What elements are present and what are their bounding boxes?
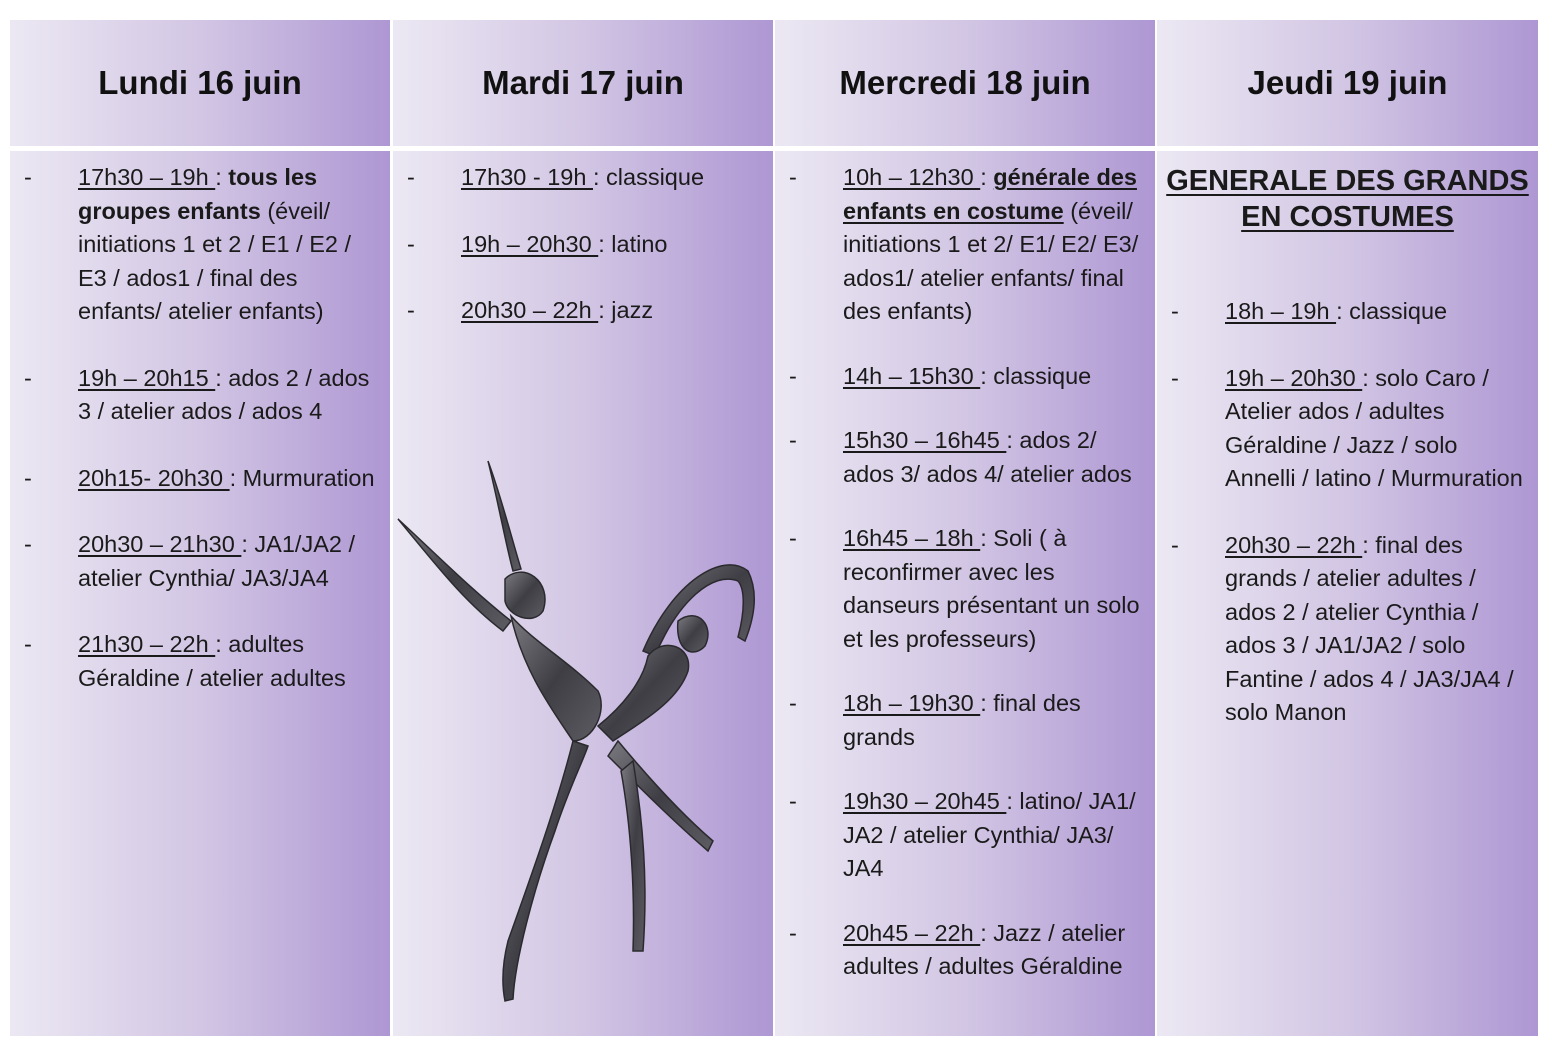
bullet: - bbox=[789, 788, 797, 814]
item-text: final des grands bbox=[843, 690, 1081, 750]
item-text: latino/ JA1/ JA2 / atelier Cynthia/ JA3/ JA4 bbox=[843, 788, 1136, 881]
time-slot: 17h30 – 19h bbox=[78, 164, 216, 190]
bullet: - bbox=[24, 364, 32, 391]
day-title: Mercredi 18 juin bbox=[839, 64, 1091, 101]
time-slot: 17h30 - 19h bbox=[461, 164, 593, 190]
separator: : bbox=[980, 525, 994, 551]
separator: : bbox=[592, 164, 607, 190]
schedule-item bbox=[10, 161, 376, 329]
time-slot: 15h30 – 16h45 bbox=[843, 427, 1007, 453]
item-text: Soli ( à reconfirmer avec les danseurs présentant un solo et les professeurs) bbox=[843, 525, 1140, 652]
bullet: - bbox=[407, 230, 415, 257]
separator: : bbox=[229, 464, 243, 491]
day-header-monday bbox=[10, 20, 390, 146]
item-text: (éveil/ initiations 1 et 2/ E1/ E2/ E3/ ados1/ atelier enfants/ final des enfants) bbox=[843, 197, 1139, 324]
time-slot: 18h – 19h30 bbox=[843, 690, 981, 716]
schedule-item bbox=[775, 424, 1141, 491]
dancer-drawing-icon bbox=[393, 441, 773, 1021]
day-title: Jeudi 19 juin bbox=[1247, 64, 1448, 101]
item-text: (éveil/ initiations 1 et 2 / E1 / E2 / E3 / ados1 / final des enfants/ atelier enfants) bbox=[78, 197, 352, 324]
time-slot: 21h30 – 22h bbox=[78, 631, 216, 657]
separator: : bbox=[1006, 788, 1020, 814]
item-highlight: tous les groupes enfants bbox=[78, 164, 318, 224]
separator: : bbox=[241, 531, 255, 557]
schedule-list bbox=[10, 151, 390, 695]
day-header-wednesday bbox=[775, 20, 1155, 146]
schedule-item bbox=[775, 522, 1141, 656]
separator: : bbox=[215, 364, 229, 391]
schedule-list bbox=[1157, 235, 1538, 730]
separator: : bbox=[1362, 364, 1376, 391]
schedule-item bbox=[775, 917, 1141, 984]
day-header-tuesday bbox=[393, 20, 773, 146]
item-text: jazz bbox=[611, 297, 654, 323]
item-text: classique bbox=[993, 362, 1092, 389]
item-text: adultes Géraldine / atelier adultes bbox=[78, 631, 346, 691]
separator: : bbox=[215, 164, 229, 190]
separator: : bbox=[1336, 298, 1350, 324]
time-slot: 19h – 20h30 bbox=[1225, 364, 1363, 391]
time-slot: 20h30 – 22h bbox=[1225, 531, 1363, 558]
bullet: - bbox=[789, 525, 797, 551]
item-text: Jazz / atelier adultes / adultes Géraldine bbox=[843, 919, 1126, 979]
time-slot: 20h30 – 22h bbox=[461, 297, 599, 323]
time-slot: 20h15- 20h30 bbox=[78, 464, 230, 491]
day-column-wednesday bbox=[775, 151, 1155, 1036]
bullet: - bbox=[789, 690, 797, 716]
separator: : bbox=[980, 362, 994, 389]
time-slot: 19h30 – 20h45 bbox=[843, 788, 1007, 814]
time-slot: 14h – 15h30 bbox=[843, 362, 981, 389]
day-header-thursday bbox=[1157, 20, 1538, 146]
bullet: - bbox=[789, 164, 797, 190]
schedule-item bbox=[775, 687, 1141, 754]
bullet: - bbox=[407, 297, 415, 323]
time-slot: 20h30 – 21h30 bbox=[78, 531, 242, 557]
bullet: - bbox=[1171, 531, 1179, 558]
dress-rehearsal-heading: GENERALE DES GRANDS EN COSTUMES bbox=[1166, 165, 1529, 233]
time-slot: 20h45 – 22h bbox=[843, 919, 981, 946]
time-slot: 19h – 20h30 bbox=[461, 230, 599, 257]
schedule-item bbox=[1157, 362, 1524, 496]
separator: : bbox=[980, 919, 994, 946]
bullet: - bbox=[789, 427, 797, 453]
item-text: classique bbox=[606, 164, 705, 190]
bullet: - bbox=[1171, 298, 1179, 324]
separator: : bbox=[1362, 531, 1376, 558]
day-column-tuesday bbox=[393, 151, 773, 1036]
day-column-thursday bbox=[1157, 151, 1538, 1036]
time-slot: 10h – 12h30 bbox=[843, 164, 981, 190]
bullet: - bbox=[24, 464, 32, 491]
schedule-item bbox=[1157, 529, 1524, 730]
time-slot: 18h – 19h bbox=[1225, 298, 1337, 324]
separator: : bbox=[598, 297, 612, 323]
item-text: latino bbox=[611, 230, 668, 257]
schedule-item bbox=[775, 161, 1141, 329]
item-highlight: générale des enfants en costume bbox=[843, 164, 1137, 224]
item-text: JA1/JA2 / atelier Cynthia/ JA3/JA4 bbox=[78, 531, 355, 591]
bullet: - bbox=[24, 164, 32, 190]
bullet: - bbox=[789, 919, 797, 946]
schedule-item bbox=[393, 161, 759, 195]
time-slot: 19h – 20h15 bbox=[78, 364, 216, 391]
schedule-item bbox=[1157, 295, 1524, 329]
schedule-item bbox=[775, 360, 1141, 394]
time-slot: 16h45 – 18h bbox=[843, 525, 981, 551]
separator: : bbox=[215, 631, 229, 657]
schedule-item bbox=[775, 785, 1141, 886]
item-text: classique bbox=[1349, 298, 1448, 324]
bullet: - bbox=[24, 531, 32, 557]
item-text: ados 2/ ados 3/ ados 4/ atelier ados bbox=[843, 427, 1132, 487]
separator: : bbox=[1006, 427, 1020, 453]
schedule-item bbox=[393, 228, 759, 262]
separator: : bbox=[980, 164, 994, 190]
item-text: Murmuration bbox=[242, 464, 375, 491]
item-text: ados 2 / ados 3 / atelier ados / ados 4 bbox=[78, 364, 370, 424]
separator: : bbox=[598, 230, 612, 257]
schedule-item bbox=[10, 462, 376, 496]
item-text: final des grands / atelier adultes / ados 2 / atelier Cynthia / ados 3 / JA1/JA2 / solo Fantine / ados 4 / JA3/JA4 / solo Manon bbox=[1225, 531, 1514, 725]
schedule-item bbox=[10, 362, 376, 429]
schedule-item bbox=[10, 528, 376, 595]
schedule-list bbox=[393, 151, 773, 328]
day-title: Mardi 17 juin bbox=[482, 64, 684, 101]
bullet: - bbox=[407, 164, 415, 190]
bullet: - bbox=[1171, 364, 1179, 391]
day-title: Lundi 16 juin bbox=[98, 64, 302, 101]
day-column-monday bbox=[10, 151, 390, 1036]
bullet: - bbox=[789, 362, 797, 389]
bullet: - bbox=[24, 631, 32, 657]
item-text: solo Caro / Atelier ados / adultes Géraldine / Jazz / solo Annelli / latino / Murmuration bbox=[1225, 364, 1523, 491]
separator: : bbox=[980, 690, 994, 716]
schedule-list bbox=[775, 151, 1155, 984]
schedule-item bbox=[393, 294, 759, 328]
schedule-item bbox=[10, 628, 376, 695]
